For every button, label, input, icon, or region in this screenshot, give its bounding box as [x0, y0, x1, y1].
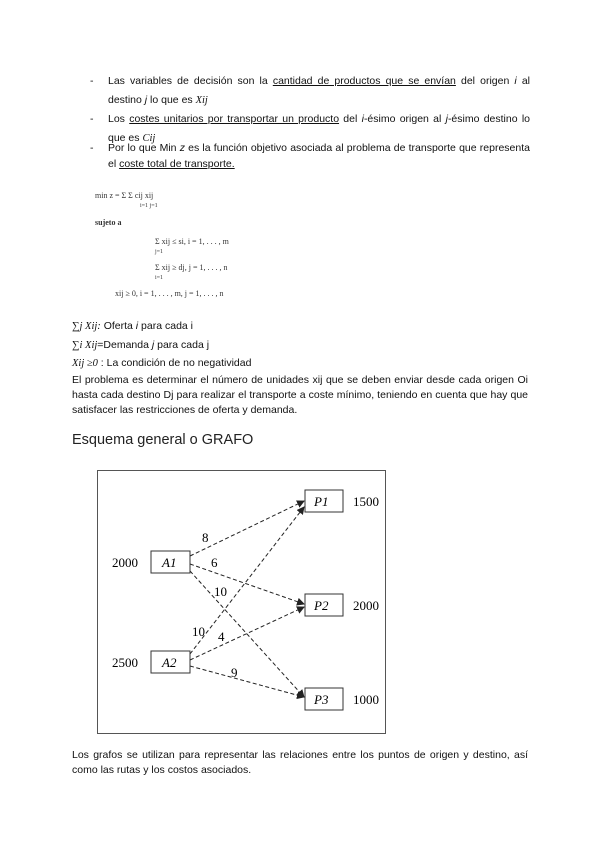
node-p3-label: P3 — [314, 692, 329, 707]
cost-a2-p1: 10 — [192, 624, 205, 639]
math-sum-i: ∑i Xij — [72, 340, 98, 351]
text: -ésimo destino lo que es — [108, 113, 530, 144]
supply-constraint: Σ xij ≤ si, i = 1, . . . , m — [155, 237, 229, 246]
text: para cada i — [138, 320, 194, 332]
supply-a2: 2500 — [112, 655, 138, 670]
text: Las variables de decisión son la — [108, 75, 273, 87]
supply-a1: 2000 — [112, 555, 138, 570]
node-p2 — [305, 594, 343, 616]
edge-a1-p2 — [190, 564, 304, 604]
cost-a1-p2: 6 — [211, 555, 218, 570]
transport-model-formula — [95, 183, 295, 303]
nonnegativity-constraint: xij ≥ 0, i = 1, . . . , m, j = 1, . . . , n — [115, 289, 224, 298]
objective-function: min z = Σ Σ cij xij — [95, 191, 154, 200]
demand-constraint: Σ xij ≥ dj, j = 1, . . . , n — [155, 263, 228, 272]
cost-a1-p3: 10 — [214, 584, 227, 599]
var-z: z — [179, 142, 185, 154]
cost-a2-p2: 4 — [218, 629, 225, 644]
var-j: j — [144, 94, 148, 106]
demand-p2: 2000 — [353, 598, 379, 613]
subject-to-label: sujeto a — [95, 218, 122, 227]
text: es la función objetivo asociada al problema de transporte que representa el — [108, 142, 530, 170]
math-cij: Cij — [142, 133, 156, 144]
text: : La condición de no negatividad — [97, 357, 252, 369]
text: lo que es — [147, 94, 196, 106]
cost-a2-p3: 9 — [231, 665, 238, 680]
bullet-objective — [90, 140, 530, 178]
var-i: i — [361, 113, 364, 125]
legend-nonnegativity — [72, 357, 251, 369]
supply-constraint-index: j=1 — [155, 249, 164, 255]
demand-constraint-index: i=1 — [155, 275, 164, 281]
node-p1-label: P1 — [314, 494, 329, 509]
underlined-text: costes unitarios por transportar un producto — [129, 113, 340, 125]
text: al destino — [108, 75, 530, 106]
text: Oferta — [100, 320, 136, 332]
node-a1 — [151, 551, 190, 573]
var-j: j — [445, 113, 448, 125]
transport-graph — [97, 470, 386, 734]
node-p2-label: P2 — [314, 598, 329, 613]
text: Los — [108, 113, 130, 125]
bullet-dash: - — [90, 75, 94, 87]
graph-paragraph: Los grafos se utilizan para representar las relaciones entre los puntos de origen y destino, así como las rutas y los costos asociados. — [72, 749, 528, 776]
demand-p1: 1500 — [353, 494, 379, 509]
var-i: i — [514, 75, 517, 87]
bullet-dash: - — [90, 113, 94, 125]
cost-a1-p1: 8 — [202, 530, 209, 545]
var-i: i — [135, 320, 139, 332]
edge-a2-p3 — [190, 666, 304, 697]
math-xij-geq: Xij ≥0 — [72, 358, 98, 369]
legend-supply — [72, 320, 193, 332]
edge-a1-p3 — [190, 571, 304, 697]
text: del origen — [455, 75, 515, 87]
text: para cada j — [154, 339, 210, 351]
text: =Demanda — [97, 339, 152, 351]
node-p1 — [305, 490, 343, 512]
math-xij: Xij — [195, 95, 208, 106]
text: Por lo que Min — [108, 142, 180, 154]
section-heading: Esquema general o GRAFO — [72, 432, 254, 448]
graph-svg — [98, 471, 385, 733]
objective-indices: i=1 j=1 — [140, 203, 158, 209]
problem-paragraph: El problema es determinar el número de unidades xij que se deben enviar desde cada origen Oi hasta cada destino Dj para realizar el transporte a coste mínimo, teniendo en cuenta que hay que satisfacer las restricciones de oferta y demanda. — [72, 374, 528, 416]
node-p3 — [305, 688, 343, 710]
math-sum-j: ∑j Xij: — [72, 321, 101, 332]
underlined-text: coste total de transporte. — [119, 158, 235, 170]
demand-p3: 1000 — [353, 692, 379, 707]
bullet-dash: - — [90, 142, 94, 154]
bullet-decision-variables — [90, 72, 530, 110]
underlined-text: cantidad de productos que se envían — [272, 75, 456, 87]
legend-demand — [72, 339, 209, 351]
text: del — [339, 113, 362, 125]
var-j: j — [151, 339, 155, 351]
text: -ésimo origen al — [363, 113, 446, 125]
node-a2 — [151, 651, 190, 673]
node-a2-label: A2 — [162, 655, 177, 670]
node-a1-label: A1 — [162, 555, 177, 570]
